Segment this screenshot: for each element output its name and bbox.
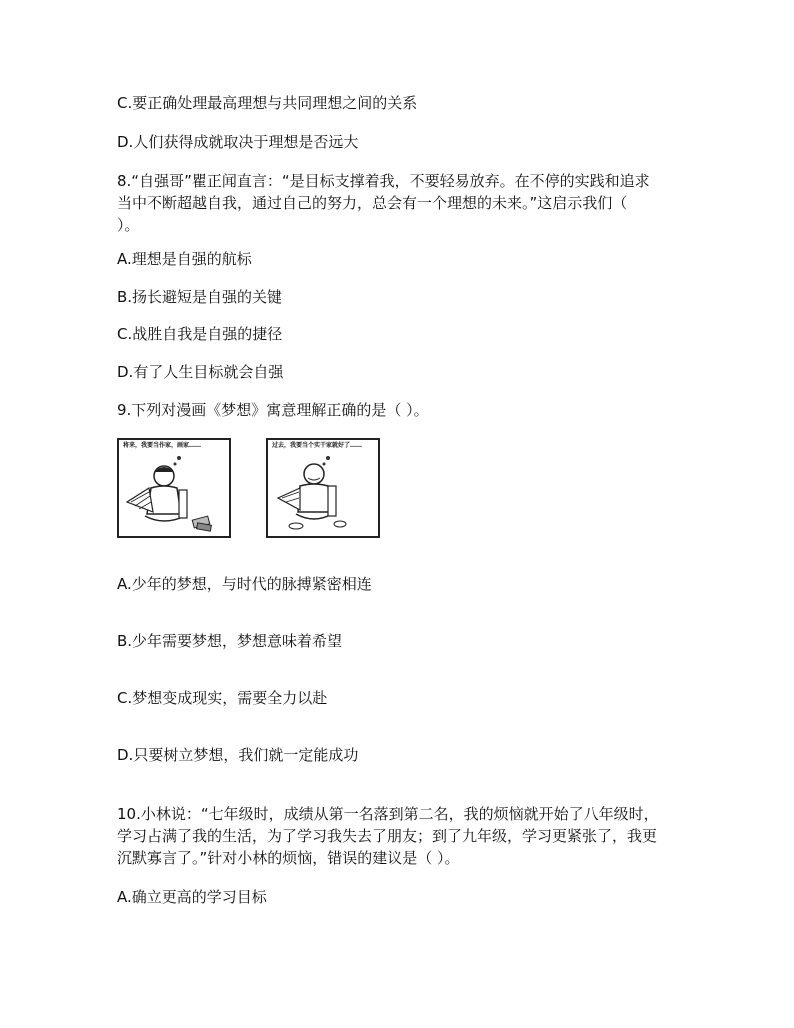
q8-option-c: C.战胜自我是自强的捷径: [117, 325, 283, 343]
q9-option-a: A.少年的梦想，与时代的脉搏紧密相连: [117, 575, 372, 593]
q7-option-d: D.人们获得成就取决于理想是否远大: [117, 133, 359, 151]
q10-stem-line-3: 沉默寡言了。”针对小林的烦恼，错误的建议是（ ）。: [117, 849, 460, 867]
q8-stem-line-1: 8.“自强哥”瞿正闻直言：“是目标支撑着我，不要轻易放弃。在不停的实践和追求: [117, 172, 650, 190]
q8-option-d: D.有了人生目标就会自强: [117, 363, 284, 381]
q7-option-c: C.要正确处理最高理想与共同理想之间的关系: [117, 94, 418, 112]
q10-option-a: A.确立更高的学习目标: [117, 888, 267, 906]
q8-stem-line-3: ）。: [117, 216, 140, 234]
comic-panel-elder: [266, 438, 380, 538]
comic-panel-youth-caption: 将来，我要当作家，画家……: [123, 442, 202, 449]
comic-panel-youth: [117, 438, 231, 538]
comic-panel-elder-caption: 过去，我要当个实干家就好了……: [272, 442, 363, 449]
q9-stem: 9.下列对漫画《梦想》寓意理解正确的是（ ）。: [117, 401, 429, 419]
q8-stem: [117, 170, 677, 236]
q9-option-c: C.梦想变成现实，需要全力以赴: [117, 689, 328, 707]
elder-regret-illustration: [268, 440, 378, 536]
q8-option-b: B.扬长避短是自强的关键: [117, 288, 283, 306]
q10-stem: [117, 803, 677, 869]
q8-stem-line-2: 当中不断超越自我，通过自己的努力，总会有一个理想的未来。”这启示我们（: [117, 194, 628, 212]
q9-option-b: B.少年需要梦想，梦想意味着希望: [117, 632, 343, 650]
q10-stem-line-2: 学习占满了我的生活，为了学习我失去了朋友；到了九年级，学习更紧张了，我更: [117, 827, 658, 845]
q8-option-a: A.理想是自强的航标: [117, 250, 252, 268]
q10-stem-line-1: 10.小林说：“七年级时，成绩从第一名落到第二名，我的烦恼就开始了八年级时，: [117, 805, 659, 823]
q9-option-d: D.只要树立梦想，我们就一定能成功: [117, 746, 359, 764]
youth-dreaming-illustration: [119, 440, 229, 536]
